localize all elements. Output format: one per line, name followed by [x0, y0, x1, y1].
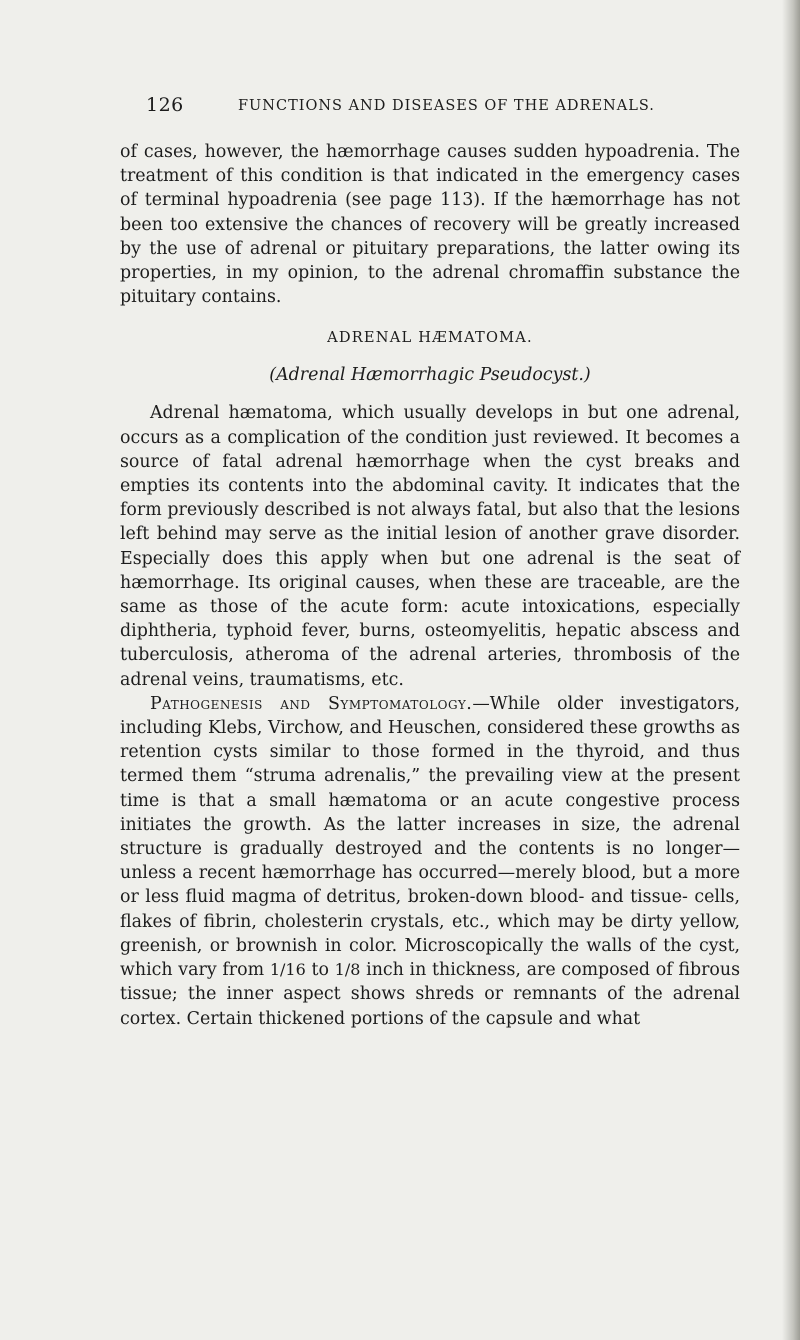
- page-edge-shadow: [782, 0, 800, 1340]
- pathogenesis-lead: Pathogenesis and Symptomatology.: [150, 693, 473, 714]
- paragraph-pathogenesis: [120, 692, 740, 1031]
- running-header: [120, 94, 740, 124]
- pathogenesis-text-1: —While older investigators, including Klebs, Virchow, and Heuschen, considered these growths as retention cysts similar to those formed in the thyroid, and thus termed them “struma adrenalis,” the prevailing view at the present time is that a small hæmatoma or an acute congestive process initiates the growth. As the latter increases in size, the adrenal structure is gradually destroyed and the contents is no longer—unless a recent hæmorrhage has occurred—merely blood, but a more or less fluid magma of detritus, broken-down blood- and tissue- cells, flakes of fibrin, cholesterin crystals, etc., which may be dirty yellow, greenish, or brownish in color. Microscopically the walls of the cyst, which vary from: [120, 693, 740, 981]
- running-title: FUNCTIONS AND DISEASES OF THE ADRENALS.: [238, 98, 655, 114]
- page-body: [120, 140, 740, 1031]
- pathogenesis-text-2: to: [305, 960, 335, 981]
- paragraph-hematoma: Adrenal hæmatoma, which usually develops in but one adrenal, occurs as a complication of the condition just reviewed. It becomes a source of fatal adrenal hæmorrhage when the cyst breaks and empties its contents into the abdominal cavity. It indicates that the form previously described is not always fatal, but also that the lesions left behind may serve as the initial lesion of another grave disorder. Especially does this apply when but one adrenal is the seat of hæmorrhage. Its original causes, when these are traceable, are the same as those of the acute form: acute intoxications, especially diphtheria, typhoid fever, burns, osteomyelitis, hepatic abscess and tuberculosis, atheroma of the adrenal arteries, thrombosis of the adrenal veins, traumatisms, etc.: [120, 403, 740, 690]
- fraction-one-sixteenth: 1/16: [269, 960, 306, 980]
- section-heading: ADRENAL HÆMATOMA.: [327, 329, 533, 347]
- section-subheading: (Adrenal Hæmorrhagic Pseudocyst.): [269, 365, 591, 386]
- fraction-one-eighth: 1/8: [334, 960, 361, 980]
- paragraph-continued: of cases, however, the hæmorrhage causes sudden hypoadrenia. The treatment of this condition is that indicated in the emergency cases of terminal hypoadrenia (see page 113). If the hæmorrhage has not been too extensive the chances of recovery will be greatly increased by the use of adrenal or pituitary preparations, the latter owing its properties, in my opinion, to the adrenal chromaffin substance the pituitary contains.: [120, 142, 740, 308]
- pathogenesis-text-3: inch in thickness, are composed of fibrous tissue; the inner aspect shows shreds or remnants of the adrenal cortex. Certain thickened portions of the capsule and what: [120, 960, 741, 1029]
- page-number: 126: [146, 94, 184, 116]
